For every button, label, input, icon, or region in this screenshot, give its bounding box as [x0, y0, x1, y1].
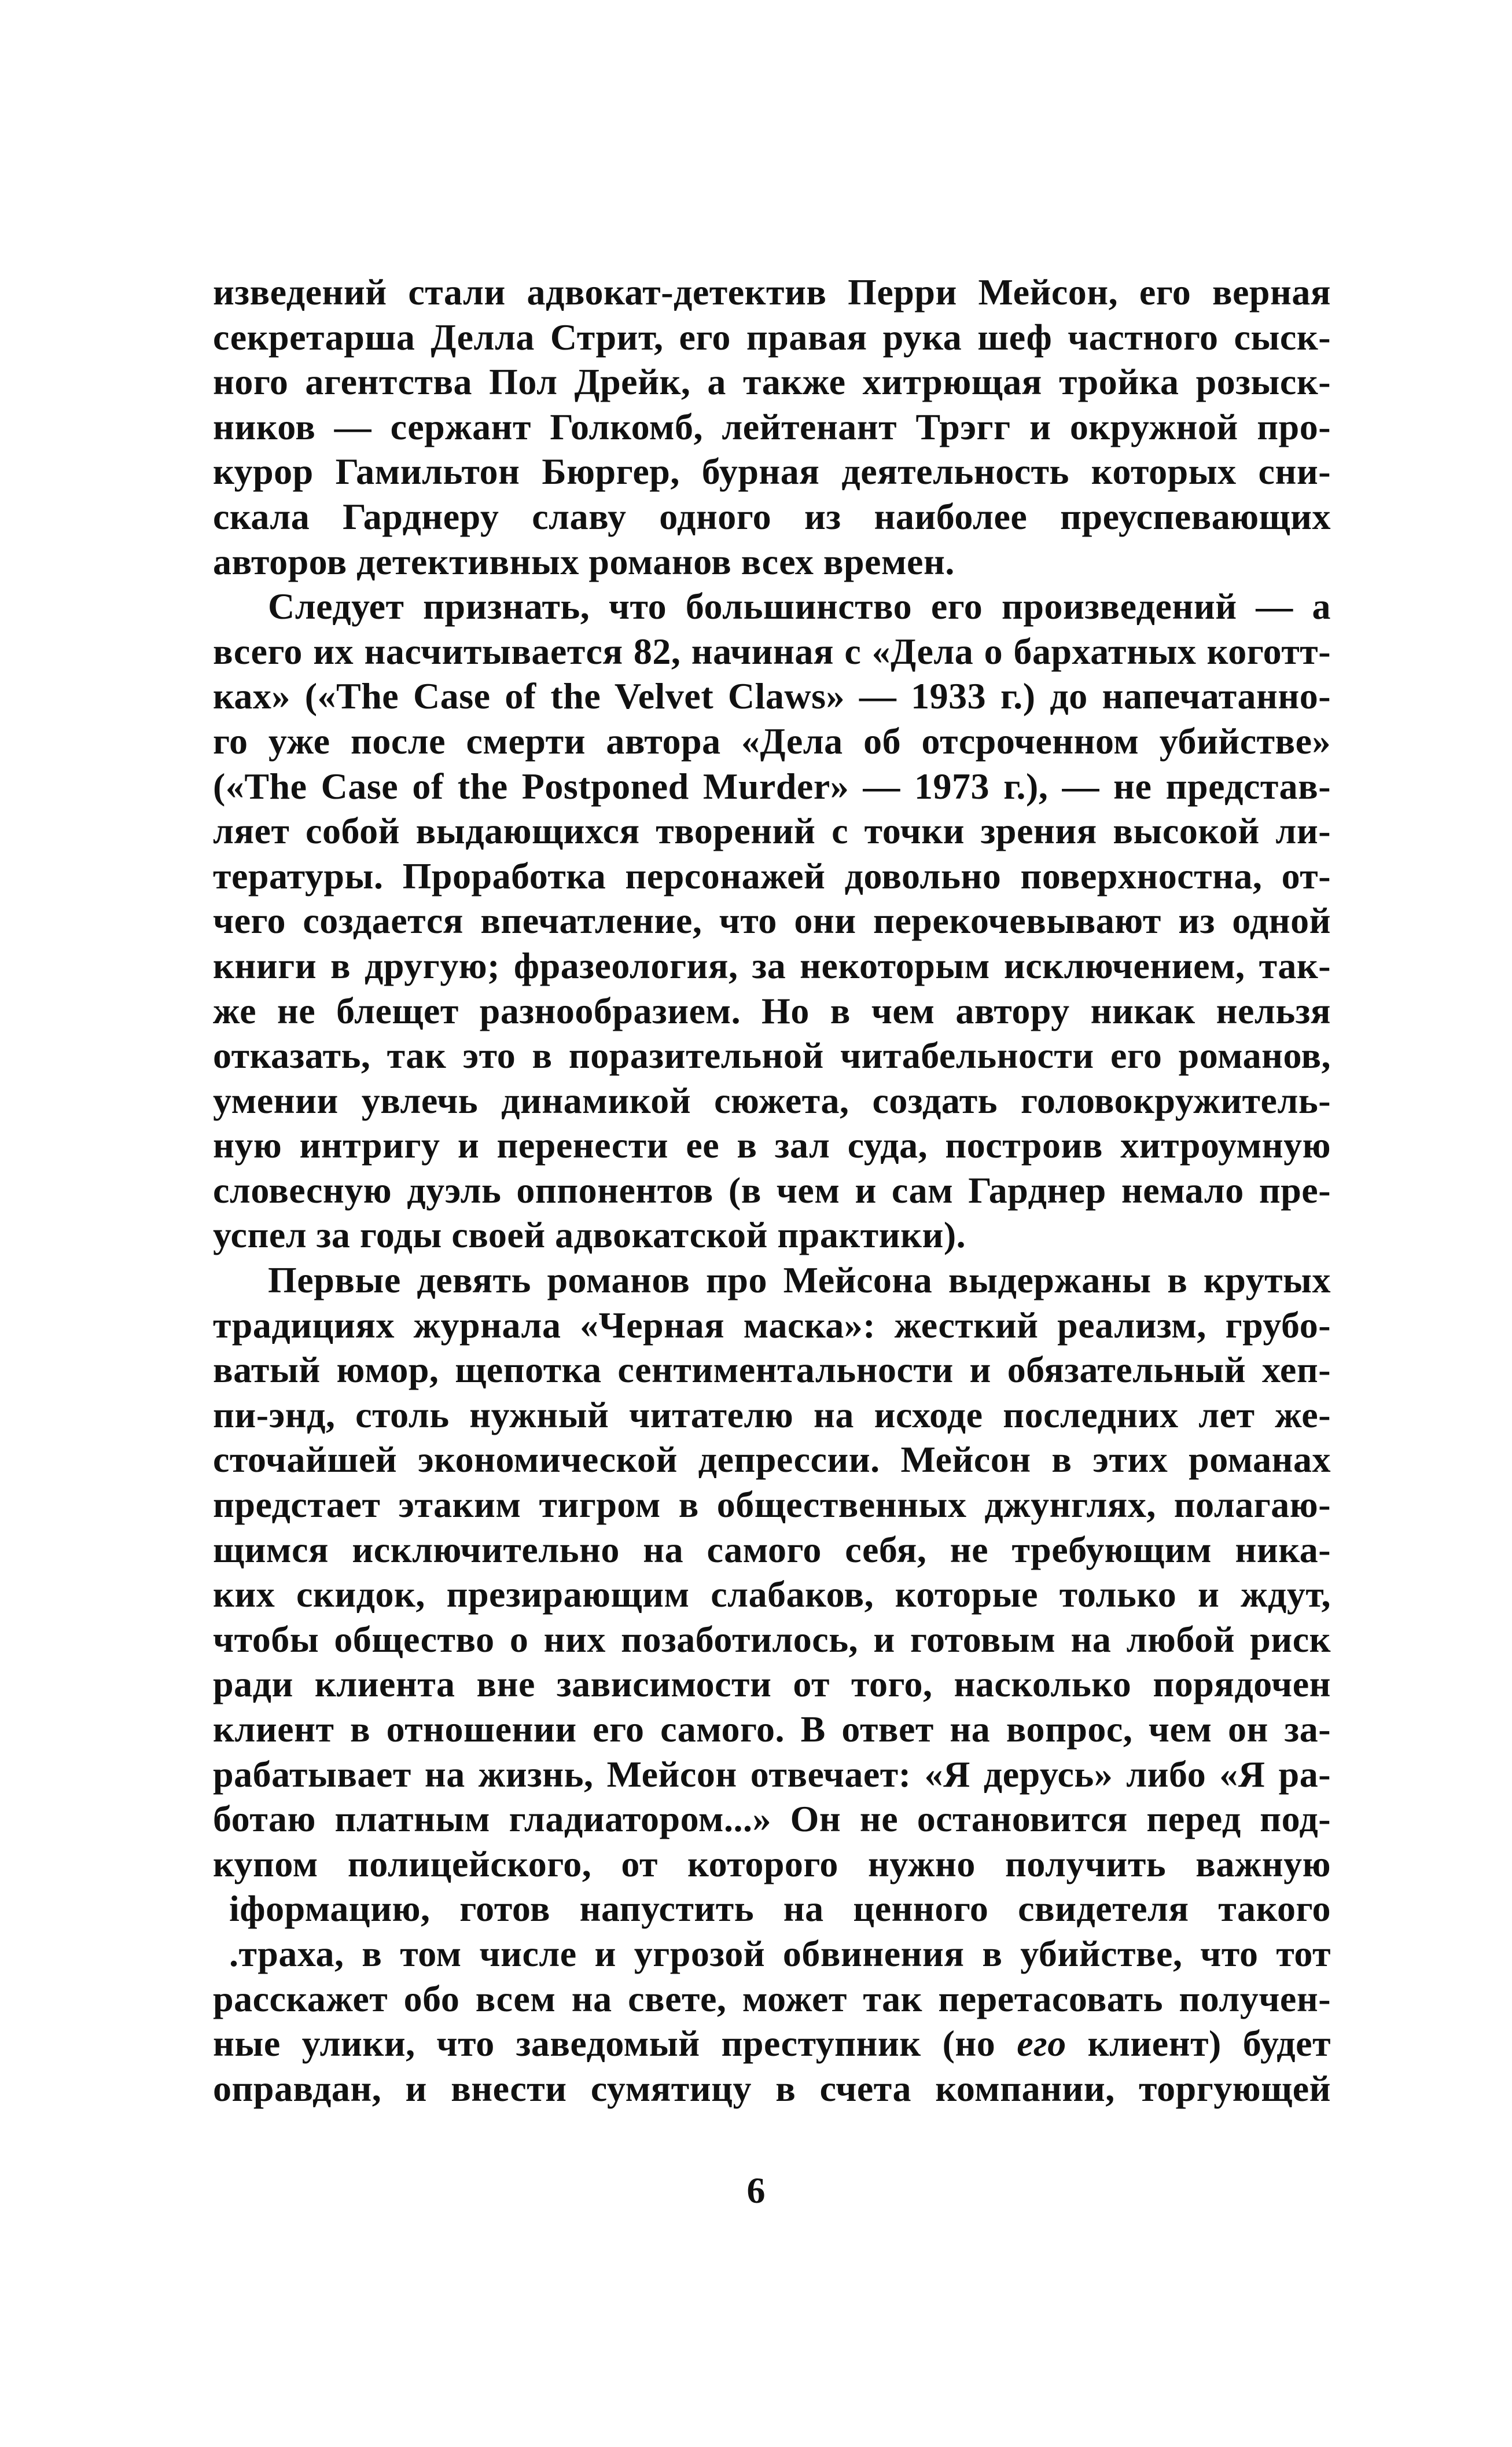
text-line: ках» («The Case of the Velvet Claws» — 1933 г.) до напечатанно-	[213, 675, 1331, 717]
text-line: .траха, в том числе и угрозой обвинения в убийстве, что тот	[229, 1932, 1331, 1974]
text-line: оправдан, и внести сумятицу в счета компании, торгующей	[213, 2067, 1331, 2109]
text-line: («The Case of the Postponed Murder» — 1973 г.), — не представ-	[213, 765, 1331, 807]
text-line: Следует признать, что большинство его произведений — а	[268, 586, 1331, 627]
text-line: предстает этаким тигром в общественных джунглях, полагаю-	[213, 1484, 1331, 1526]
text-line: Первые девять романов про Мейсона выдержаны в крутых	[268, 1259, 1331, 1301]
text-line: курор Гамильтон Бюргер, бурная деятельность которых сни-	[213, 451, 1331, 493]
text-line: сточайшей экономической депрессии. Мейсон в этих романах	[213, 1439, 1331, 1480]
text-line: го уже после смерти автора «Дела об отсроченном убийстве»	[213, 720, 1331, 762]
text-line-mixed	[213, 2021, 1331, 2066]
paragraph	[213, 584, 1331, 1258]
text-line: книги в другую; фразеология, за некоторым исключением, так-	[213, 945, 1331, 986]
paragraph	[213, 1258, 1331, 2111]
text-line: скала Гарднеру славу одного из наиболее преуспевающих	[213, 495, 1331, 537]
text-line: щимся исключительно на самого себя, не требующим ника-	[213, 1529, 1331, 1570]
text-segment: клиент) будет	[1066, 2023, 1331, 2064]
text-line: тературы. Проработка персонажей довольно поверхностна, от-	[213, 855, 1331, 897]
text-line: клиент в отношении его самого. В ответ на вопрос, чем он за-	[213, 1709, 1331, 1750]
text-line: секретарша Делла Стрит, его правая рука шеф частного сыск-	[213, 316, 1331, 358]
text-line: ботаю платным гладиатором...» Он не остановится перед под-	[213, 1798, 1331, 1840]
text-line: іформацию, готов напустить на ценного свидетеля такого	[229, 1888, 1331, 1930]
text-line: ватый юмор, щепотка сентиментальности и обязательный хеп-	[213, 1349, 1331, 1391]
text-segment: ные улики, что заведомый преступник (но	[213, 2023, 1017, 2064]
body-text	[213, 270, 1331, 2111]
text-line: пи-энд, столь нужный читателю на исходе последних лет же-	[213, 1394, 1331, 1435]
text-line: отказать, так это в поразительной читабельности его романов,	[213, 1035, 1331, 1076]
text-line: традициях журнала «Черная маска»: жесткий реализм, грубо-	[213, 1304, 1331, 1346]
text-line: успел за годы своей адвокатской практики).	[213, 1214, 966, 1256]
text-line: чего создается впечатление, что они перекочевывают из одной	[213, 900, 1331, 942]
text-line: авторов детективных романов всех времен.	[213, 541, 955, 582]
text-line: ких скидок, презирающим слабаков, которые только и ждут,	[213, 1574, 1331, 1615]
text-line: умении увлечь динамикой сюжета, создать головокружитель-	[213, 1079, 1331, 1121]
italic-emphasis: его	[1017, 2023, 1066, 2064]
text-line: рабатывает на жизнь, Мейсон отвечает: «Я дерусь» либо «Я ра-	[213, 1753, 1331, 1795]
text-line: ного агентства Пол Дрейк, а также хитрющая тройка розыск-	[213, 361, 1331, 403]
text-line: словесную дуэль оппонентов (в чем и сам Гарднер немало пре-	[213, 1169, 1331, 1211]
page-number: 6	[746, 2170, 766, 2211]
text-line: купом полицейского, от которого нужно получить важную	[213, 1843, 1331, 1884]
text-line: ников — сержант Голкомб, лейтенант Трэгг и окружной про-	[213, 406, 1331, 447]
text-line: ляет собой выдающихся творений с точки зрения высокой ли-	[213, 810, 1331, 852]
text-line: всего их насчитывается 82, начиная с «Дела о бархатных коготт-	[213, 630, 1331, 672]
text-line: изведений стали адвокат-детектив Перри Мейсон, его верная	[213, 271, 1331, 313]
text-line: расскажет обо всем на свете, может так перетасовать получен-	[213, 1978, 1331, 2019]
text-line: ную интригу и перенести ее в зал суда, построив хитроумную	[213, 1125, 1331, 1166]
text-line: чтобы общество о них позаботилось, и готовым на любой риск	[213, 1618, 1331, 1660]
text-line: ради клиента вне зависимости от того, насколько порядочен	[213, 1663, 1331, 1705]
text-line: же не блещет разнообразием. Но в чем автору никак нельзя	[213, 990, 1331, 1031]
paragraph	[213, 270, 1331, 584]
